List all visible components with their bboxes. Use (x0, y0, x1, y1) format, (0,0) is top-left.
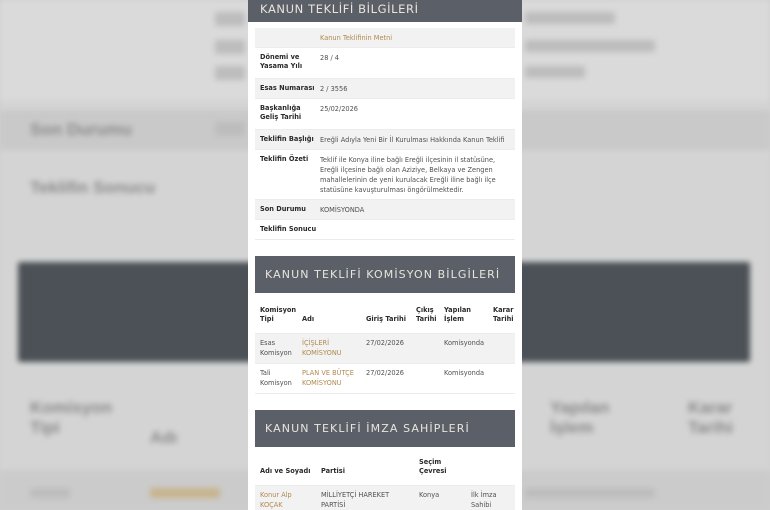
signer-link[interactable]: Konur Alp KOÇAK (260, 491, 292, 509)
info-label: Teklifin Sonucu (260, 225, 317, 233)
table-row: Tali Komisyon PLAN VE BÜTÇE KOMİSYONU 27/02/2026 Komisyonda (255, 364, 515, 394)
info-label: Başkanlığa Geliş Tarihi (260, 104, 302, 121)
bg-label-name: Adı (150, 428, 178, 447)
info-row-summary (255, 150, 515, 200)
bg-label-action: Yapılan İşlem (550, 398, 610, 437)
info-value: Ereğli Adıyla Yeni Bir İl Kurulması Hakkında Kanun Teklifi (320, 136, 505, 144)
bill-text-row (255, 28, 515, 48)
info-value: Teklif ile Konya iline bağlı Ereğli ilçesinin il statüsüne, Ereğli ilçesine bağlı olan Aziziye, Belkaya ve Zengen mahallelerinin de yeni kurulacak Ereğli iline bağlı ilçe statüsüne kavuşturulması öngörülmektedir. (320, 156, 496, 194)
info-row-title (255, 130, 515, 150)
info-value: 2 / 3556 (320, 85, 348, 93)
table-row: Esas Komisyon İÇİŞLERİ KOMİSYONU 27/02/2026 Komisyonda (255, 334, 515, 364)
bill-detail-panel (248, 0, 522, 510)
commission-table-header: Komisyon Tipi Adı Giriş Tarihi Çıkış Tarihi Yapılan İşlem Karar Tarihi (255, 299, 515, 334)
commission-link[interactable]: PLAN VE BÜTÇE KOMİSYONU (302, 369, 354, 387)
info-value: KOMİSYONDA (320, 206, 365, 214)
signers-header: KANUN TEKLİFİ İMZA SAHİPLERİ (255, 410, 515, 447)
info-row-status (255, 200, 515, 220)
info-label: Teklifin Başlığı (260, 135, 314, 143)
commission-info-header: KANUN TEKLİFİ KOMİSYON BİLGİLERİ (255, 256, 515, 293)
bg-label-decision: Karar Tarihi (688, 398, 734, 437)
table-row: Konur Alp KOÇAK MİLLİYETÇİ HAREKET PARTİSİ Konya İlk İmza Sahibi (255, 486, 515, 510)
signers-table-header: Adı ve Soyadı Partisi Seçim Çevresi (255, 453, 515, 486)
info-label: Esas Numarası (260, 84, 315, 92)
bill-text-link[interactable]: Kanun Teklifinin Metni (320, 34, 393, 42)
info-row-term (255, 48, 515, 79)
info-value (320, 220, 515, 239)
info-value: 25/02/2026 (320, 105, 359, 113)
info-label: Teklifin Özeti (260, 155, 309, 163)
info-label: Dönemi ve Yasama Yılı (260, 53, 303, 70)
info-row-result (255, 220, 515, 240)
info-row-number (255, 79, 515, 99)
bill-info-header: KANUN TEKLİFİ BİLGİLERİ (248, 0, 522, 22)
bg-label-status: Son Durumu (30, 120, 132, 139)
commission-link[interactable]: İÇİŞLERİ KOMİSYONU (302, 339, 342, 357)
info-label: Son Durumu (260, 205, 306, 213)
commission-table (255, 299, 515, 394)
bg-label-result: Teklifin Sonucu (30, 178, 156, 197)
info-value: 28 / 4 (320, 54, 339, 62)
signers-table (255, 453, 515, 510)
bill-info-table (255, 28, 515, 240)
bg-label-commission-type: Komisyon Tipi (30, 398, 113, 437)
info-row-date (255, 99, 515, 130)
